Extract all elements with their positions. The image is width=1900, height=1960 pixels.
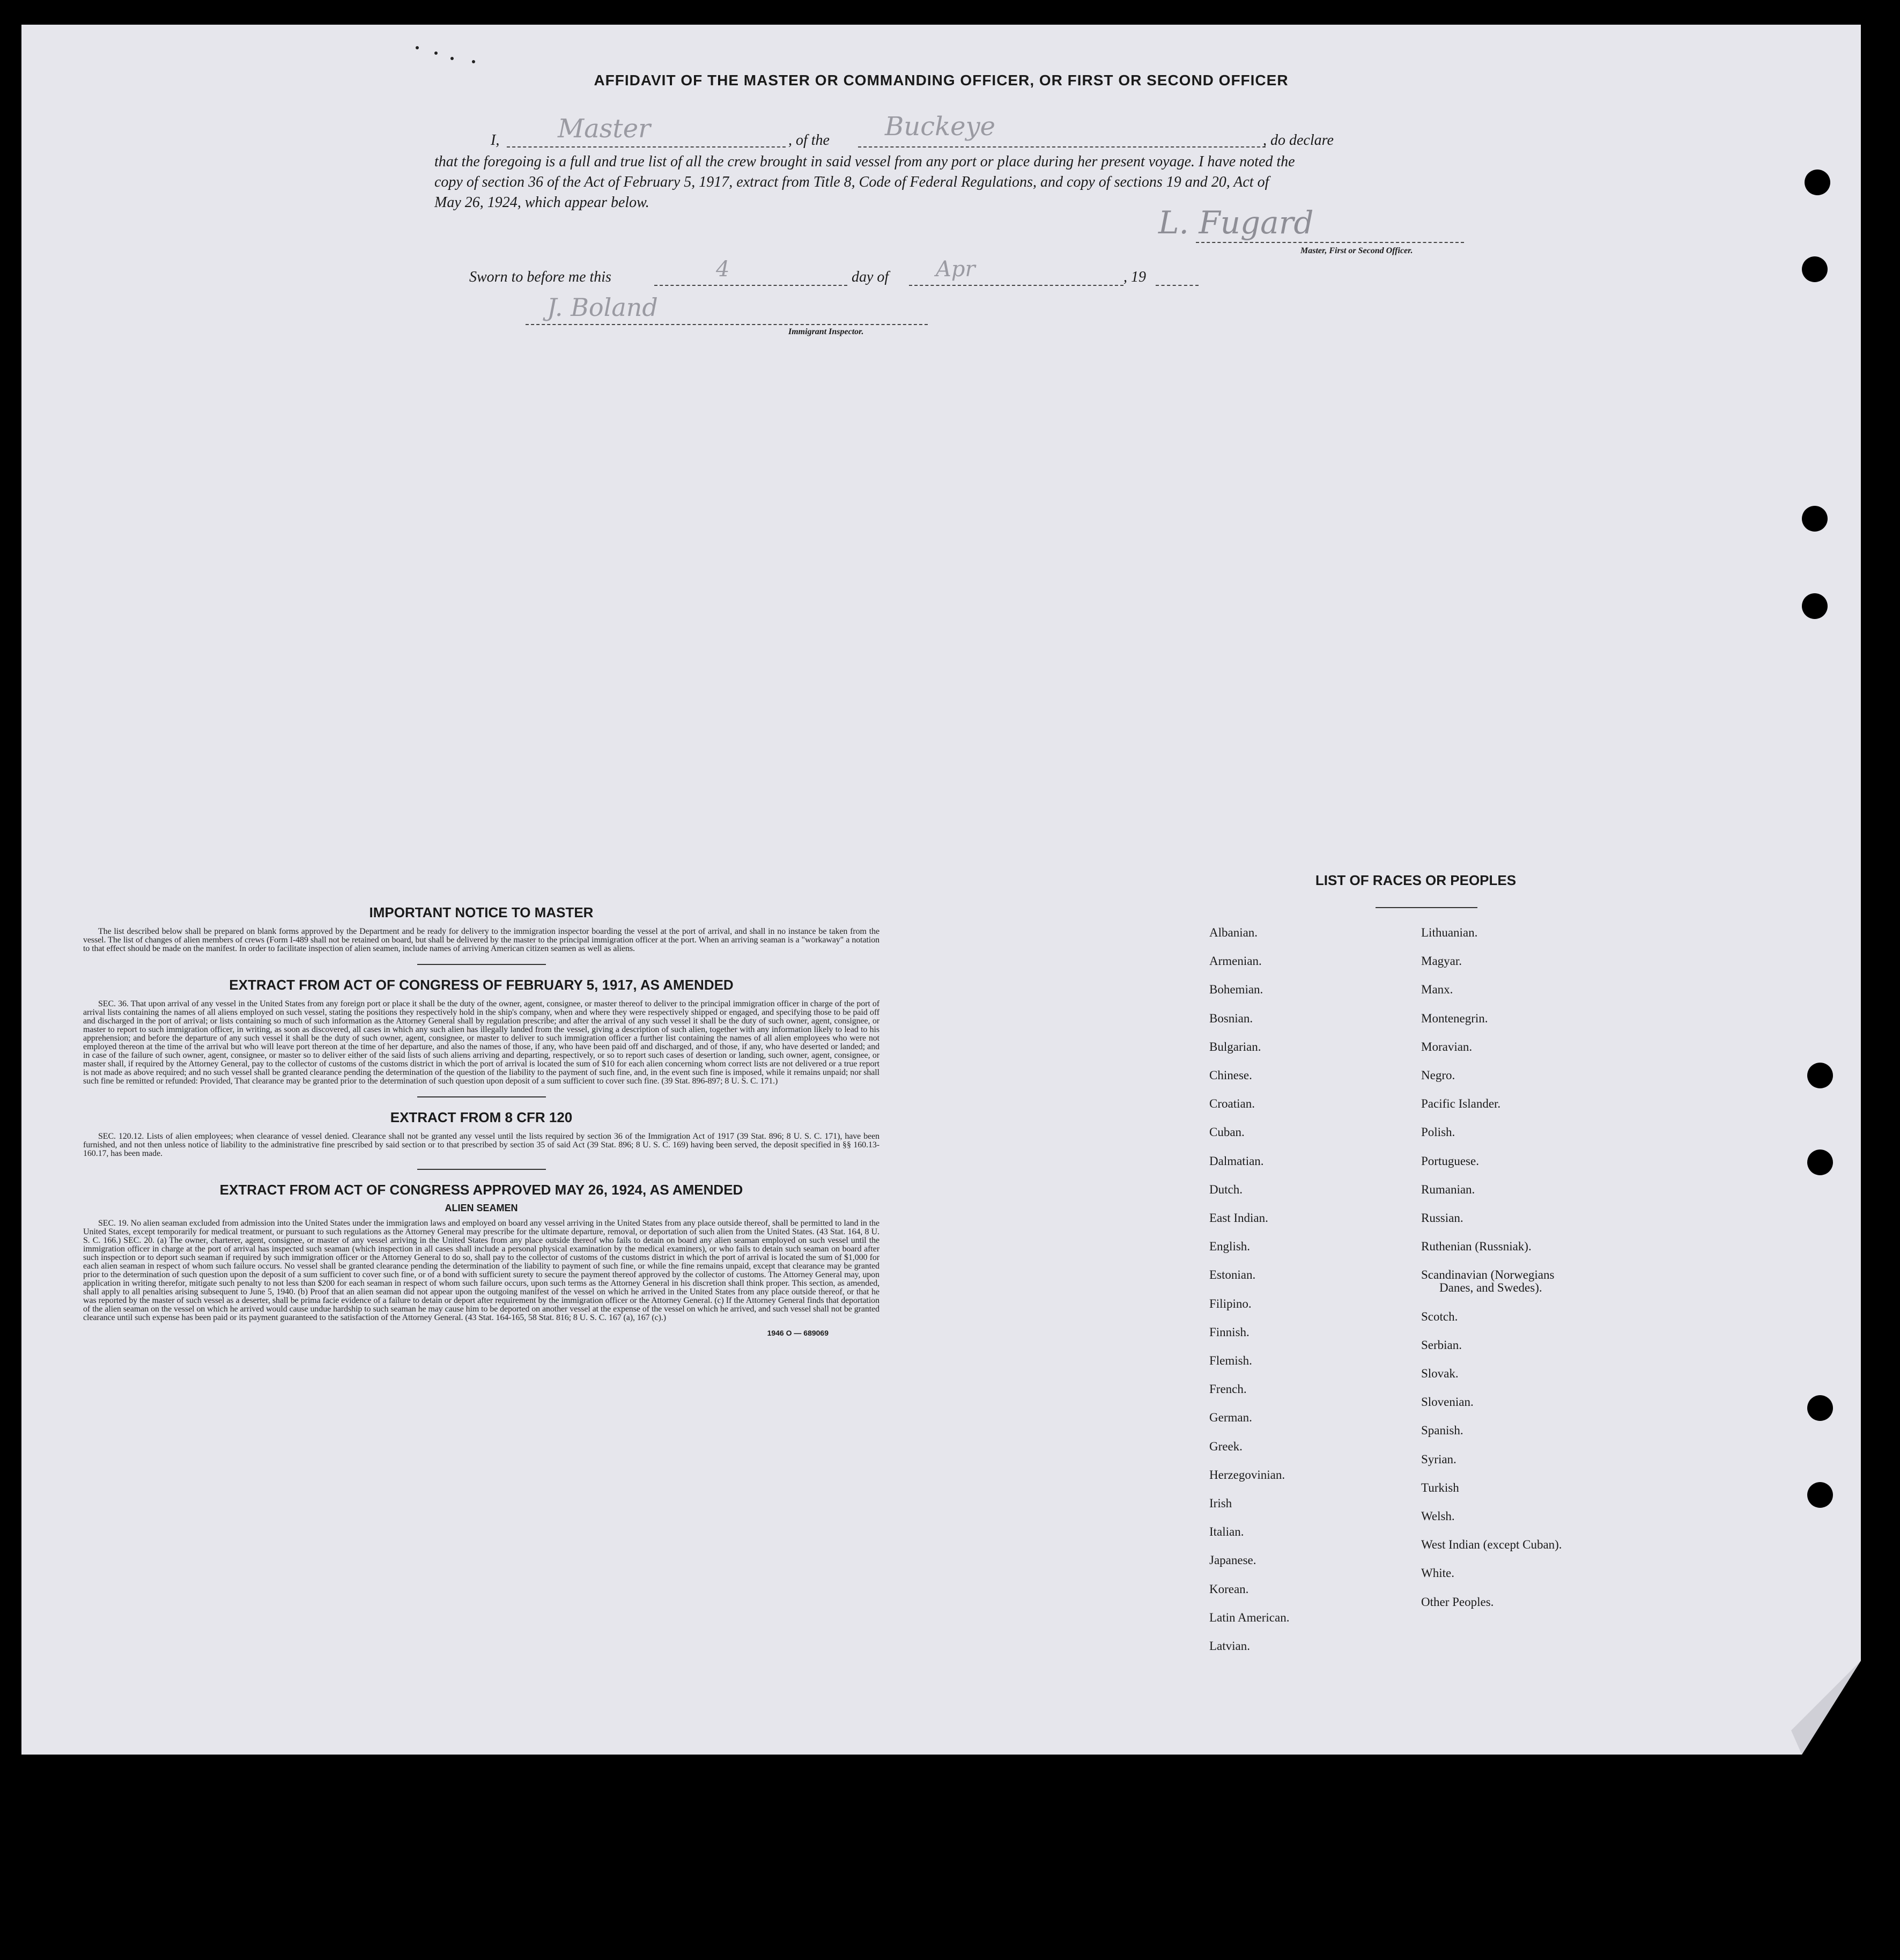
race-item: Negro. <box>1421 1069 1455 1082</box>
race-item: Albanian. <box>1209 926 1258 939</box>
divider <box>417 1096 546 1097</box>
extract-8cfr-title: EXTRACT FROM 8 CFR 120 <box>390 1109 573 1125</box>
race-item: Pacific Islander. <box>1421 1097 1501 1111</box>
inspector-line <box>526 324 928 325</box>
race-item: Latvian. <box>1209 1639 1250 1653</box>
alien-seamen-subtitle: ALIEN SEAMEN <box>445 1203 518 1213</box>
month-blank <box>909 285 1123 286</box>
extract-1924-text: SEC. 19. No alien seaman excluded from admission into the United States under the immigration laws and employed on board any vessel arriving in the United States from any place outside thereof, shall be permitted to land in the United States, except temporarily for medical treatment, or pursuant to such regulations as the Attorney General may prescribe for the ultimate departure, removal, or deportation of such alien from the United States. (43 Stat. 164, 8 U. S. C. 166.) SEC. 20. (a) The owner, charterer, agent, consignee, or master of any vessel arriving in the United States from any place outside thereof who fails to detain on board any alien seaman employed on such vessel until the immigration officer in charge at the port of arrival has inspected such seaman (which inspection in all cases shall include a personal physical examination by the medical examiners), or who fails to detain such seaman on board after such inspection or to deport such seaman if required by such immigration officer or the Attorney General to do so, shall pay to the collector of customs of the customs district in which the port of arrival is located the sum of $1,000 for each alien seaman in respect of whom such failure occurs. No vessel shall be granted clearance pending the determination of the liability to payment of such fine, or while the fine remains unpaid, except that clearance may be granted prior to the determination of such question upon the deposit of a sum sufficient to cover such fine, or of a bond with sufficient surety to secure the payment thereof approved by the collector of customs. The Attorney General may, upon application in writing therefor, mitigate such penalty to not less than $200 for each seaman in respect of whom such failure occurs, upon such terms as the Attorney General in his discretion shall think proper. This section, as amended, shall apply to all penalties arising subsequent to June 5, 1940. (b) Proof that an alien seaman did not appear upon the outgoing manifest of the vessel on which he arrived in the United States from any place outside thereof, or that he was reported by the master of such vessel as a deserter, shall be prima facie evidence of a failure to detain or deport after requirement by the immigration officer or the Attorney General. (c) If the Attorney General finds that deportation of the alien seaman on the vessel on which he arrived would cause undue hardship to such seaman he may cause him to be deported on another vessel at the expense of the vessel on which he arrived, and such vessel shall not be granted clearance until such expense has been paid or its payment guaranteed to the satisfaction of the Attorney General. (43 Stat. 164-165, 58 Stat. 816; 8 U. S. C. 167 (a), 167 (c).) <box>83 1219 879 1322</box>
race-item: Irish <box>1209 1497 1232 1510</box>
race-item: Polish. <box>1421 1125 1455 1139</box>
inspector-caption: Immigrant Inspector. <box>788 327 864 336</box>
day-blank <box>654 285 847 286</box>
race-item: Spanish. <box>1421 1424 1463 1438</box>
race-item: West Indian (except Cuban). <box>1421 1538 1562 1552</box>
race-item: Manx. <box>1421 983 1453 997</box>
race-item: Finnish. <box>1209 1325 1250 1339</box>
do-declare-label: , do declare <box>1263 132 1334 149</box>
race-item: Herzegovinian. <box>1209 1468 1285 1482</box>
divider <box>417 1169 546 1170</box>
i-label: I, <box>491 132 500 149</box>
race-item: Serbian. <box>1421 1338 1462 1352</box>
of-the-label: , of the <box>788 132 830 149</box>
declaration-line-2: that the foregoing is a full and true list of all the crew brought in said vessel from any port or place during her present voyage. I have noted the <box>434 153 1295 170</box>
race-item: East Indian. <box>1209 1211 1268 1225</box>
punch-hole <box>1807 1150 1833 1175</box>
punch-hole <box>1805 170 1830 195</box>
extract-1924-title: EXTRACT FROM ACT OF CONGRESS APPROVED MAY 26, 1924, AS AMENDED <box>219 1182 743 1198</box>
declaration-line-3: copy of section 36 of the Act of February 5, 1917, extract from Title 8, Code of Federal Regulations, and copy of sections 19 and 20, Act of <box>434 174 1269 190</box>
inspector-signature: J. Boland <box>547 293 658 322</box>
race-item: Magyar. <box>1421 954 1462 968</box>
inspector-signature-block <box>526 293 933 357</box>
extract-8cfr-text: SEC. 120.12. Lists of alien employees; when clearance of vessel denied. Clearance shall not be granted any vessel until the lists required by section 36 of the Immigration Act of 1917 (39 Stat. 896; 8 U. S. C. 171), have been furnished, and not then unless notice of liability to the administrative fine prescribed by said section or to that prescribed by section 35 of said Act (39 Stat. 896; 8 U. S. C. 169) having been served, the deposit specified in §§ 160.13-160.17, has been made. <box>83 1132 879 1158</box>
sworn-label: Sworn to before me this <box>469 269 611 285</box>
race-item: Dalmatian. <box>1209 1154 1264 1168</box>
vessel-blank <box>858 146 1266 148</box>
race-item: Filipino. <box>1209 1296 1252 1310</box>
punch-hole <box>1807 1063 1833 1088</box>
year-prefix: , 19 <box>1123 269 1146 285</box>
punch-hole <box>1802 256 1828 282</box>
race-item: Bohemian. <box>1209 983 1263 997</box>
signer-caption: Master, First or Second Officer. <box>1300 246 1413 255</box>
race-item: Cuban. <box>1209 1125 1245 1139</box>
race-item: English. <box>1209 1240 1251 1254</box>
declaration-block <box>434 112 1472 213</box>
race-item: Estonian. <box>1209 1268 1256 1282</box>
race-item: German. <box>1209 1411 1252 1425</box>
name-handwritten: Master <box>558 114 651 144</box>
race-item: Bosnian. <box>1209 1011 1253 1025</box>
day-of-label: day of <box>852 269 889 285</box>
race-item: French. <box>1209 1382 1247 1396</box>
folded-corner <box>1791 1661 1861 1755</box>
notice-title: IMPORTANT NOTICE TO MASTER <box>369 904 594 920</box>
document-page <box>21 25 1861 1755</box>
month-handwritten: Apr <box>936 257 975 282</box>
ink-speck <box>416 46 419 49</box>
race-item: Syrian. <box>1421 1452 1457 1466</box>
race-item: Japanese. <box>1209 1553 1256 1567</box>
master-signature: L. Fugard <box>1158 204 1314 241</box>
race-item: Armenian. <box>1209 954 1262 968</box>
race-item: Welsh. <box>1421 1509 1455 1523</box>
race-item: White. <box>1421 1566 1454 1580</box>
race-item: Montenegrin. <box>1421 1011 1488 1025</box>
punch-hole <box>1802 593 1828 619</box>
race-item: Italian. <box>1209 1525 1244 1539</box>
race-item: Chinese. <box>1209 1069 1252 1082</box>
punch-hole <box>1807 1482 1833 1508</box>
extract-1917-title: EXTRACT FROM ACT OF CONGRESS OF FEBRUARY 5, 1917, AS AMENDED <box>229 977 734 993</box>
race-item: Rumanian. <box>1421 1182 1475 1196</box>
declaration-line-4: May 26, 1924, which appear below. <box>434 194 649 211</box>
name-blank <box>507 146 786 148</box>
race-item: Slovenian. <box>1421 1395 1474 1409</box>
affidavit-title: AFFIDAVIT OF THE MASTER OR COMMANDING OFFICER, OR FIRST OR SECOND OFFICER <box>594 72 1289 89</box>
master-signature-block <box>1137 204 1480 274</box>
race-item: Croatian. <box>1209 1097 1255 1111</box>
ink-speck <box>472 60 475 63</box>
race-item: Slovak. <box>1421 1367 1459 1380</box>
race-item: Latin American. <box>1209 1610 1290 1624</box>
divider <box>417 964 546 965</box>
races-title: LIST OF RACES OR PEOPLES <box>1315 872 1517 888</box>
ink-speck <box>434 51 438 55</box>
race-item: Greek. <box>1209 1439 1243 1453</box>
race-item: Danes, and Swedes). <box>1439 1281 1542 1295</box>
race-item: Other Peoples. <box>1421 1595 1494 1609</box>
punch-hole <box>1802 506 1828 532</box>
punch-hole <box>1807 1395 1833 1421</box>
declaration-line-1 <box>434 112 1472 152</box>
race-item: Bulgarian. <box>1209 1040 1261 1053</box>
print-code: 1946 O — 689069 <box>767 1329 829 1337</box>
day-handwritten: 4 <box>716 257 730 282</box>
races-divider <box>1376 907 1477 908</box>
extract-1917-text: SEC. 36. That upon arrival of any vessel in the United States from any foreign port or place it shall be the duty of the owner, agent, consignee, or master thereof to deliver to the principal immigration officer in charge of the port of arrival lists containing the names of all aliens employed on such vessel, stating the positions they respectively hold in the ship's company, when and where they were respectively shipped or engaged, and specifying those to be paid off and discharged in the port of arrival; or lists containing so much of such information as the Attorney General shall by regulation prescribe; and after the arrival of any such vessel it shall be the duty of such owner, agent, consignee, or master to report to such immigration officer, in writing, as soon as discovered, all cases in which any such alien has illegally landed from the vessel, giving a description of such alien, together with any information likely to lead to his apprehension; and before the departure of any such vessel it shall be the duty of such owner, agent, consignee, or master to deliver to such immigration officer a further list containing the names of all alien employees who were not employed thereon at the time of the arrival but who will leave port thereon at the time of her departure, and also the names of those, if any, who have been paid off and discharged, and of those, if any, who have deserted or landed; and in case of the failure of such owner, agent, consignee, or master so to deliver either of the said lists of such aliens arriving and departing, respectively, or so to report such cases of desertion or landing, such owner, agent, consignee, or master shall, if required by the Attorney General, pay to the collector of customs of the customs district in which the port of arrival is located the sum of $10 for each alien concerning whom correct lists are not delivered or a true report is not made as above required; and no such vessel shall be granted clearance pending the determination of the question of the liability to the payment of such fine, and, in the event such fine is imposed, while it remains unpaid; nor shall such fine be remitted or refunded: Provided, That clearance may be granted prior to the determination of such question upon deposit of a sum sufficient to cover such fine. (39 Stat. 896-897; 8 U. S. C. 171.) <box>83 999 879 1086</box>
race-item: Portuguese. <box>1421 1154 1479 1168</box>
race-item: Dutch. <box>1209 1182 1243 1196</box>
notice-text: The list described below shall be prepared on blank forms approved by the Department and be ready for delivery to the immigration inspector boarding the vessel at the port of arrival, and shall in no instance be taken from the vessel. The list of changes of alien members of crews (Form I-489 shall not be retained on board, but shall be delivered by the master to the principal immigration officer at the port. When an arriving seaman is a "workaway" a notation to that effect should be made on the manifest. In order to facilitate inspection of alien seamen, include names of arriving American citizen seamen as well as aliens. <box>83 927 879 953</box>
race-item: Lithuanian. <box>1421 926 1478 939</box>
signature-line <box>1196 242 1464 243</box>
race-item: Scotch. <box>1421 1309 1458 1323</box>
vessel-handwritten: Buckeye <box>885 112 996 142</box>
race-item: Korean. <box>1209 1582 1249 1596</box>
ink-speck <box>450 57 454 60</box>
race-item: Ruthenian (Russniak). <box>1421 1240 1532 1254</box>
notice-column <box>83 904 879 1337</box>
race-item: Turkish <box>1421 1480 1459 1494</box>
race-item: Russian. <box>1421 1211 1463 1225</box>
race-item: Flemish. <box>1209 1354 1252 1367</box>
year-blank <box>1156 285 1199 286</box>
race-item: Scandinavian (Norwegians <box>1421 1268 1555 1282</box>
race-item: Moravian. <box>1421 1040 1473 1053</box>
